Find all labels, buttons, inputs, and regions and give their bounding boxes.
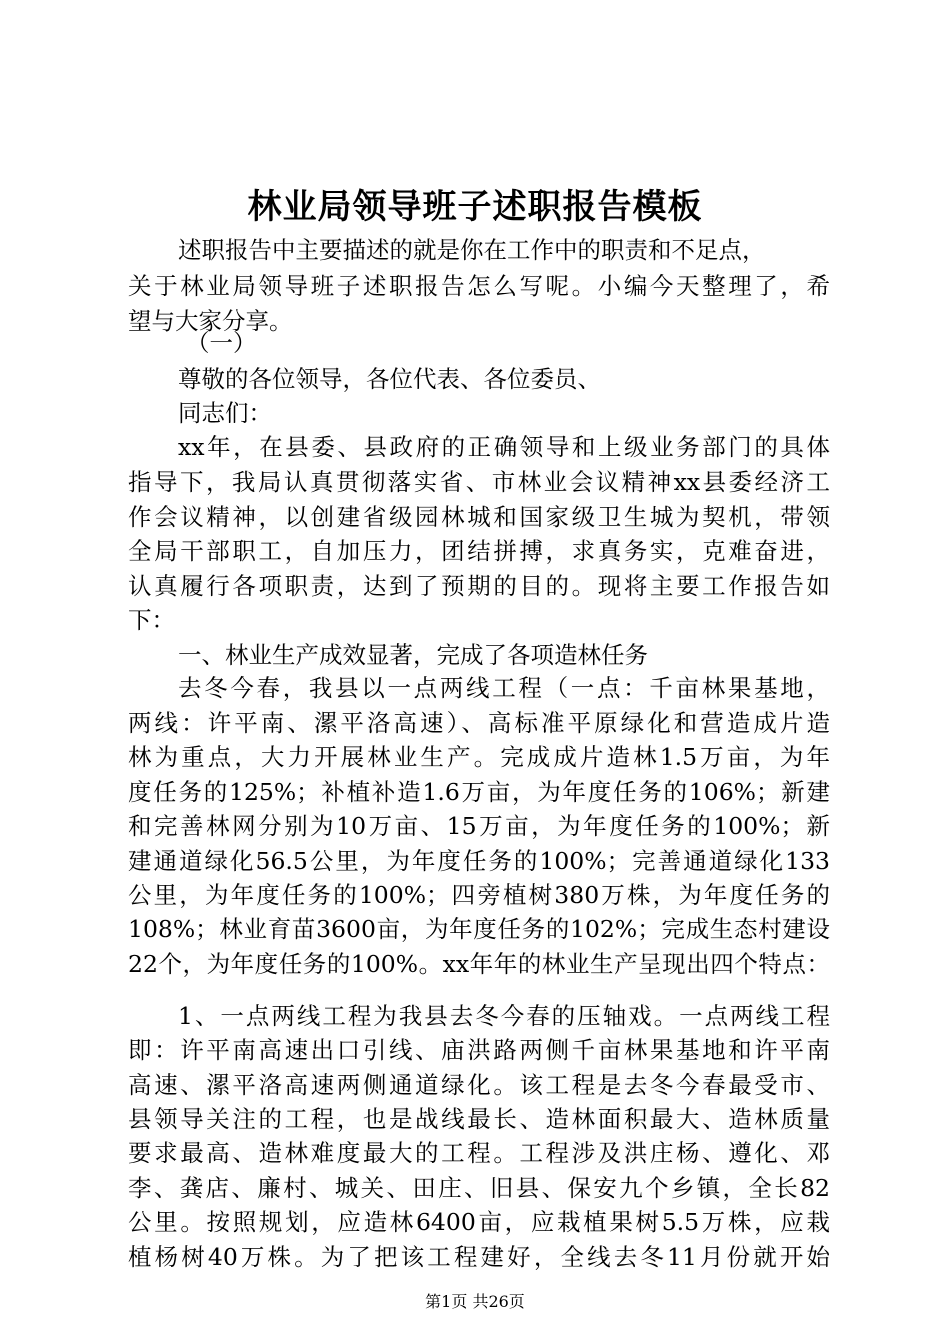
paragraph-line: 认真履行各项职责，达到了预期的目的。现将主要工作报告如: [128, 572, 830, 600]
paragraph-line: 全局干部职工，自加压力，团结拼搏，求真务实，克难奋进，: [128, 537, 830, 565]
page-title: 林业局领导班子述职报告模板: [247, 187, 703, 227]
paragraph-line: 同志们：: [178, 399, 272, 427]
paragraph-line: 度任务的125%；补植补造1.6万亩，为年度任务的106%；新建: [128, 778, 830, 806]
paragraph-line: 作会议精神，以创建省级园林城和国家级卫生城为契机，带领: [128, 503, 830, 531]
paragraph-line: 去冬今春，我县以一点两线工程（一点：千亩林果基地，: [178, 674, 830, 702]
paragraph-line: 县领导关注的工程，也是战线最长、造林面积最大、造林质量: [128, 1105, 830, 1133]
paragraph-line: 述职报告中主要描述的就是你在工作中的职责和不足点，: [178, 236, 766, 264]
page-footer: 第1页 共26页: [425, 1292, 525, 1311]
paragraph-line: 1、一点两线工程为我县去冬今春的压轴戏。一点两线工程: [178, 1002, 830, 1030]
paragraph-line: 公里，为年度任务的100%；四旁植树380万株，为年度任务的: [128, 881, 830, 909]
paragraph-line: 两线：许平南、漯平洛高速）、高标准平原绿化和营造成片造: [128, 709, 830, 737]
paragraph-line: 下：: [128, 606, 175, 634]
section-heading: 一、林业生产成效显著，完成了各项造林任务: [178, 641, 648, 669]
paragraph-line: 建通道绿化56.5公里，为年度任务的100%；完善通道绿化133: [128, 847, 830, 875]
paragraph-line: （一）: [186, 329, 257, 357]
paragraph-line: 尊敬的各位领导，各位代表、各位委员、: [178, 365, 601, 393]
paragraph-line: 22个，为年度任务的100%。xx年年的林业生产呈现出四个特点：: [128, 950, 830, 978]
paragraph-line: 即：许平南高速出口引线、庙洪路两侧千亩林果基地和许平南: [128, 1036, 830, 1064]
paragraph-line: 108%；林业育苗3600亩，为年度任务的102%；完成生态村建设: [128, 915, 830, 943]
paragraph-line: 要求最高、造林难度最大的工程。工程涉及洪庄杨、遵化、邓: [128, 1139, 830, 1167]
paragraph-line: 望与大家分享。: [128, 307, 293, 335]
paragraph-line: 植杨树40万株。为了把该工程建好，全线去冬11月份就开始: [128, 1243, 830, 1271]
paragraph-line: 高速、漯平洛高速两侧通道绿化。该工程是去冬今春最受市、: [128, 1071, 830, 1099]
paragraph-line: 公里。按照规划，应造林6400亩，应栽植果树5.5万株，应栽: [128, 1208, 830, 1236]
paragraph-line: 林为重点，大力开展林业生产。完成成片造林1.5万亩，为年: [128, 743, 830, 771]
paragraph-line: 和完善林网分别为10万亩、15万亩，为年度任务的100%；新: [128, 812, 830, 840]
paragraph-line: 指导下，我局认真贯彻落实省、市林业会议精神xx县委经济工: [128, 468, 830, 496]
paragraph-line: 关于林业局领导班子述职报告怎么写呢。小编今天整理了，希: [128, 272, 830, 300]
paragraph-line: 李、龚店、廉村、城关、田庄、旧县、保安九个乡镇，全长82: [128, 1174, 830, 1202]
paragraph-line: xx年，在县委、县政府的正确领导和上级业务部门的具体: [178, 433, 830, 461]
